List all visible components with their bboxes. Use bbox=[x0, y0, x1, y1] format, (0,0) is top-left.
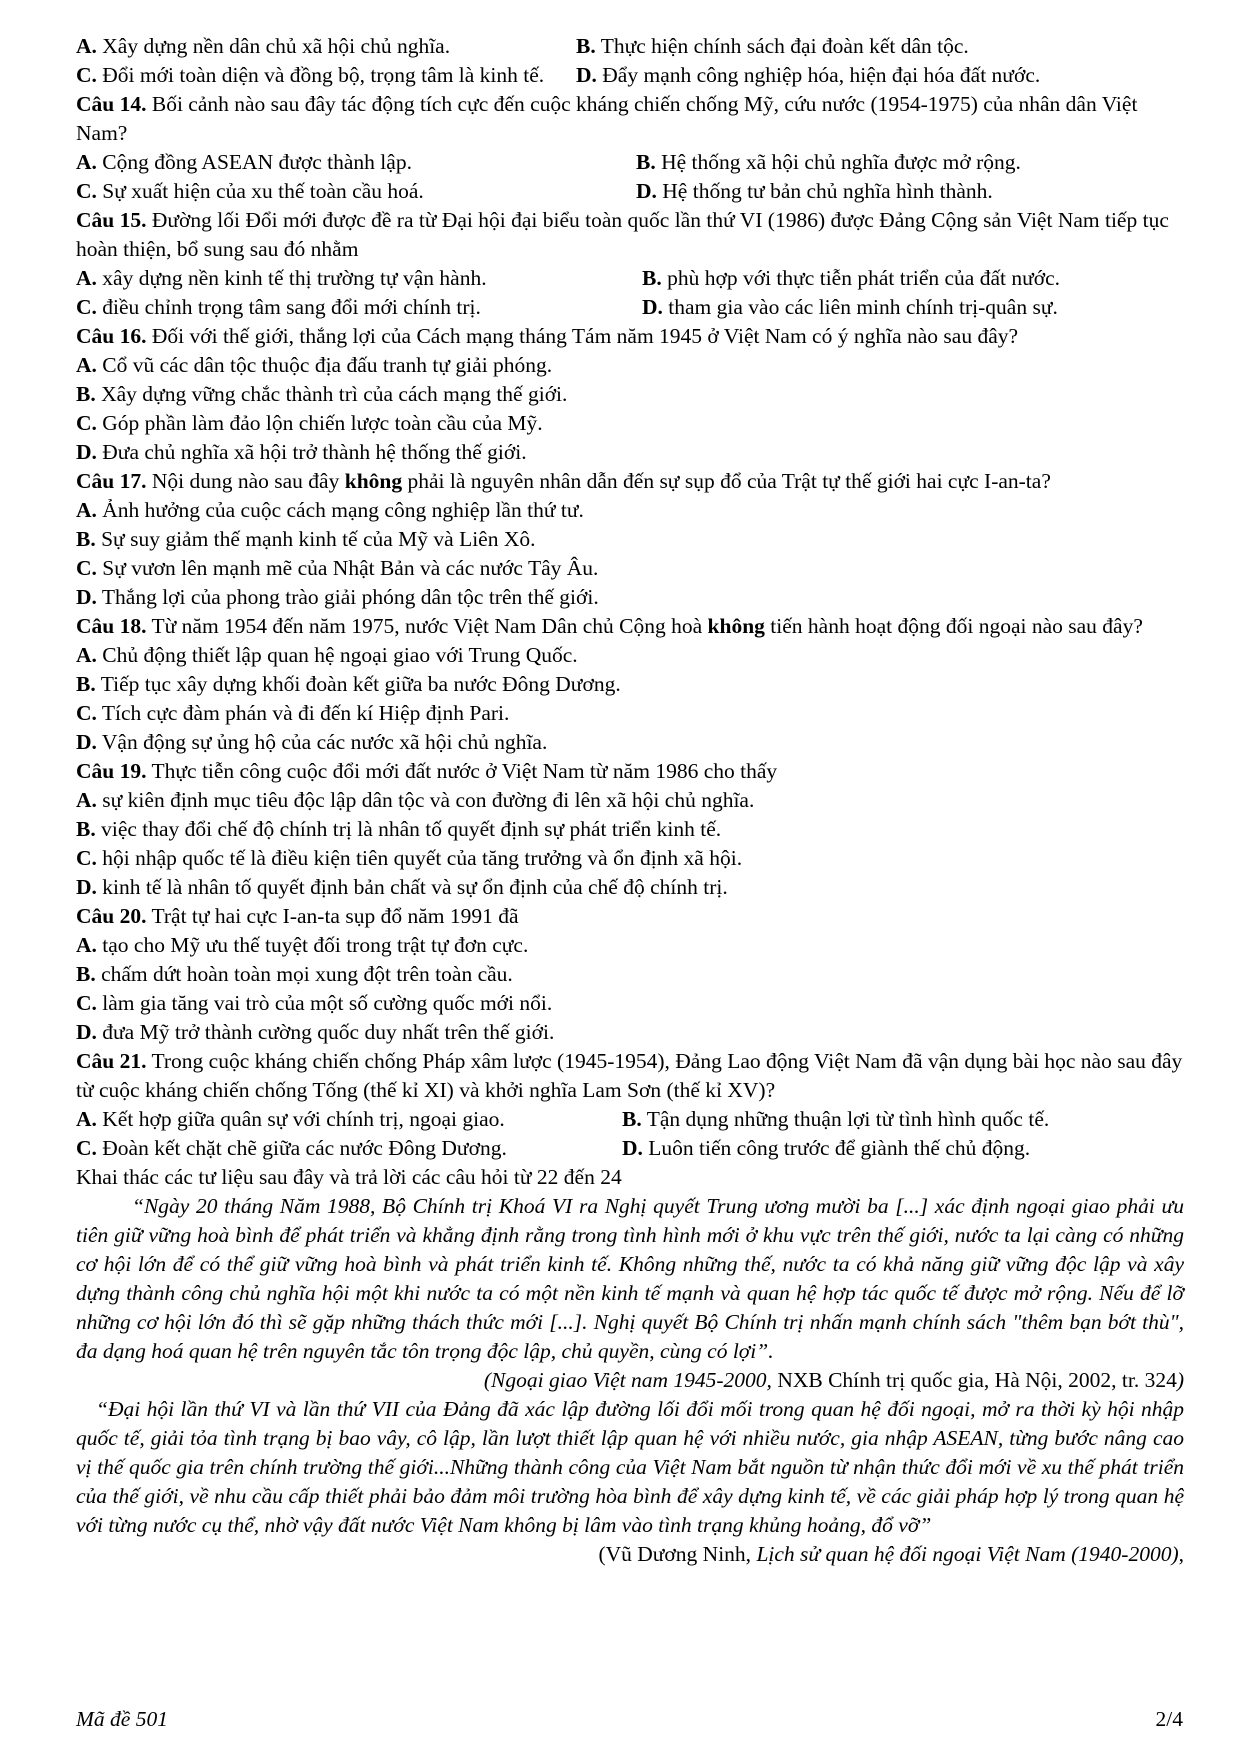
option-c: C. Tích cực đàm phán và đi đến kí Hiệp định Pari. bbox=[76, 701, 510, 725]
option-d: D. Vận động sự ủng hộ của các nước xã hội chủ nghĩa. bbox=[76, 730, 548, 754]
q14-options-row-1 bbox=[76, 148, 1184, 177]
option-c: C. Đoàn kết chặt chẽ giữa các nước Đông Dương. bbox=[76, 1136, 507, 1160]
option-c: C. hội nhập quốc tế là điều kiện tiên quyết của tăng trưởng và ổn định xã hội. bbox=[76, 846, 743, 870]
option-c: C. Sự xuất hiện của xu thế toàn cầu hoá. bbox=[76, 179, 424, 203]
option-b: B. Thực hiện chính sách đại đoàn kết dân tộc. bbox=[576, 34, 969, 58]
option-b: B. chấm dứt hoàn toàn mọi xung đột trên toàn cầu. bbox=[76, 962, 513, 986]
question-21: Câu 21. Trong cuộc kháng chiến chống Pháp xâm lược (1945-1954), Đảng Lao động Việt Nam đã vận dụng bài học nào sau đây từ cuộc kháng chiến chống Tống (thế kỉ XI) và khởi nghĩa Lam Sơn (thế kỉ XV)? bbox=[76, 1049, 1183, 1102]
option-d: D. kinh tế là nhân tố quyết định bản chất và sự ổn định của chế độ chính trị. bbox=[76, 875, 728, 899]
option-a: A. Xây dựng nền dân chủ xã hội chủ nghĩa. bbox=[76, 34, 451, 58]
option-a: A. Kết hợp giữa quân sự với chính trị, ngoại giao. bbox=[76, 1107, 505, 1131]
question-19: Câu 19. Thực tiễn công cuộc đổi mới đất nước ở Việt Nam từ năm 1986 cho thấy bbox=[76, 759, 778, 783]
option-a: A. Cộng đồng ASEAN được thành lập. bbox=[76, 150, 412, 174]
option-a: A. sự kiên định mục tiêu độc lập dân tộc và con đường đi lên xã hội chủ nghĩa. bbox=[76, 788, 755, 812]
source-citation-1: (Ngoại giao Việt nam 1945-2000, NXB Chính trị quốc gia, Hà Nội, 2002, tr. 324) bbox=[483, 1368, 1184, 1392]
source-quote-1 bbox=[76, 1192, 1184, 1366]
quote-1-text: “Ngày 20 tháng Năm 1988, Bộ Chính trị Khoá VI ra Nghị quyết Trung ương mười ba [...] xác định ngoại giao phải ưu tiên giữ vững hoà bình để phát triển và khẳng định rằng trong tình hình mới ở khu vực trên thế giới, nước ta lại càng có những cơ hội lớn để có thể giữ vững hoà bình và phát triển kinh tế. Không những thế, nước ta có khả năng giữ vững độc lập và xây dựng thành công chủ nghĩa hội một khi nước ta có một nền kinh tế mạnh và quan hệ hợp tác quốc tế được mở rộng. Nếu để lỡ những cơ hội lớn đó thì sẽ gặp những thách thức mới [...]. Nghị quyết Bộ Chính trị nhấn mạnh chính sách "thêm bạn bớt thù", đa dạng hoá quan hệ trên nguyên tắc tôn trọng độc lập, chủ quyền, cùng có lợi”. bbox=[76, 1194, 1184, 1363]
option-c: C. Đổi mới toàn diện và đồng bộ, trọng tâm là kinh tế. bbox=[76, 63, 545, 87]
q13-options-row-2 bbox=[76, 61, 1184, 90]
q13-options-row-1 bbox=[76, 32, 1184, 61]
option-c: C. làm gia tăng vai trò của một số cường quốc mới nổi. bbox=[76, 991, 553, 1015]
exam-page bbox=[76, 32, 1184, 1569]
option-d: D. Đẩy mạnh công nghiệp hóa, hiện đại hóa đất nước. bbox=[576, 63, 1041, 87]
question-18: Câu 18. Từ năm 1954 đến năm 1975, nước Việt Nam Dân chủ Cộng hoà không tiến hành hoạt động đối ngoại nào sau đây? bbox=[76, 614, 1143, 638]
question-15: Câu 15. Đường lối Đổi mới được đề ra từ Đại hội đại biểu toàn quốc lần thứ VI (1986) được Đảng Cộng sản Việt Nam tiếp tục hoàn thiện, bổ sung sau đó nhằm bbox=[76, 208, 1169, 261]
option-d: D. Thắng lợi của phong trào giải phóng dân tộc trên thế giới. bbox=[76, 585, 599, 609]
option-b: B. việc thay đổi chế độ chính trị là nhân tố quyết định sự phát triển kinh tế. bbox=[76, 817, 722, 841]
q15-options-row-1 bbox=[76, 264, 1184, 293]
option-d: D. tham gia vào các liên minh chính trị-quân sự. bbox=[642, 295, 1058, 319]
option-c: C. Sự vươn lên mạnh mẽ của Nhật Bản và các nước Tây Âu. bbox=[76, 556, 599, 580]
option-d: D. Đưa chủ nghĩa xã hội trở thành hệ thống thế giới. bbox=[76, 440, 527, 464]
instruction-text: Khai thác các tư liệu sau đây và trả lời các câu hỏi từ 22 đến 24 bbox=[76, 1165, 622, 1189]
option-c: C. điều chỉnh trọng tâm sang đổi mới chính trị. bbox=[76, 295, 481, 319]
option-b: B. Tận dụng những thuận lợi từ tình hình quốc tế. bbox=[622, 1107, 1050, 1131]
exam-code: Mã đề 501 bbox=[76, 1707, 168, 1731]
option-b: B. Sự suy giảm thế mạnh kinh tế của Mỹ và Liên Xô. bbox=[76, 527, 536, 551]
question-17: Câu 17. Nội dung nào sau đây không phải là nguyên nhân dẫn đến sự sụp đổ của Trật tự thế giới hai cực I-an-ta? bbox=[76, 469, 1051, 493]
q14-options-row-2 bbox=[76, 177, 1184, 206]
q21-options-row-2 bbox=[76, 1134, 1184, 1163]
option-a: A. tạo cho Mỹ ưu thế tuyệt đối trong trật tự đơn cực. bbox=[76, 933, 529, 957]
source-quote-2 bbox=[76, 1395, 1184, 1540]
question-14: Câu 14. Bối cảnh nào sau đây tác động tích cực đến cuộc kháng chiến chống Mỹ, cứu nước (1954-1975) của nhân dân Việt Nam? bbox=[76, 92, 1138, 145]
page-footer bbox=[76, 1707, 1183, 1732]
q15-options-row-2 bbox=[76, 293, 1184, 322]
source-citation-2: (Vũ Dương Ninh, Lịch sử quan hệ đối ngoại Việt Nam (1940-2000), bbox=[598, 1542, 1184, 1566]
option-b: B. phù hợp với thực tiễn phát triển của đất nước. bbox=[642, 266, 1061, 290]
option-d: D. đưa Mỹ trở thành cường quốc duy nhất trên thế giới. bbox=[76, 1020, 555, 1044]
quote-2-text: “Đại hội lần thứ VI và lần thứ VII của Đảng đã xác lập đường lối đổi mối trong quan hệ đối ngoại, mở ra thời kỳ hội nhập quốc tế, giải tỏa tình trạng bị bao vây, cô lập, lần lượt thiết lập quan hệ với nhiều nước, gia nhập ASEAN, từng bước nâng cao vị thế quốc gia trên chính trường thế giới...Những thành công của Việt Nam bắt nguồn từ nhận thức đổi mới về xu thế phát triển của thế giới, về nhu cầu cấp thiết phải bảo đảm môi trường hòa bình để xây dựng kinh tế, về các giải pháp hợp lý trong quan hệ với từng nước cụ thể, nhờ vậy đất nước Việt Nam không bị lâm vào tình trạng khủng hoảng, đổ vỡ” bbox=[76, 1397, 1184, 1537]
page-number: 2/4 bbox=[1155, 1707, 1183, 1731]
option-c: C. Góp phần làm đảo lộn chiến lược toàn cầu của Mỹ. bbox=[76, 411, 543, 435]
option-b: B. Tiếp tục xây dựng khối đoàn kết giữa ba nước Đông Dương. bbox=[76, 672, 621, 696]
question-20: Câu 20. Trật tự hai cực I-an-ta sụp đổ năm 1991 đã bbox=[76, 904, 519, 928]
option-b: B. Hệ thống xã hội chủ nghĩa được mở rộng. bbox=[636, 150, 1021, 174]
option-a: A. Ảnh hưởng của cuộc cách mạng công nghiệp lần thứ tư. bbox=[76, 498, 584, 522]
option-a: A. xây dựng nền kinh tế thị trường tự vận hành. bbox=[76, 266, 487, 290]
option-a: A. Chủ động thiết lập quan hệ ngoại giao với Trung Quốc. bbox=[76, 643, 578, 667]
option-d: D. Hệ thống tư bản chủ nghĩa hình thành. bbox=[636, 179, 993, 203]
option-b: B. Xây dựng vững chắc thành trì của cách mạng thế giới. bbox=[76, 382, 568, 406]
q21-options-row-1 bbox=[76, 1105, 1184, 1134]
question-16: Câu 16. Đối với thế giới, thắng lợi của Cách mạng tháng Tám năm 1945 ở Việt Nam có ý nghĩa nào sau đây? bbox=[76, 324, 1019, 348]
option-d: D. Luôn tiến công trước để giành thế chủ động. bbox=[622, 1136, 1031, 1160]
option-a: A. Cổ vũ các dân tộc thuộc địa đấu tranh tự giải phóng. bbox=[76, 353, 553, 377]
